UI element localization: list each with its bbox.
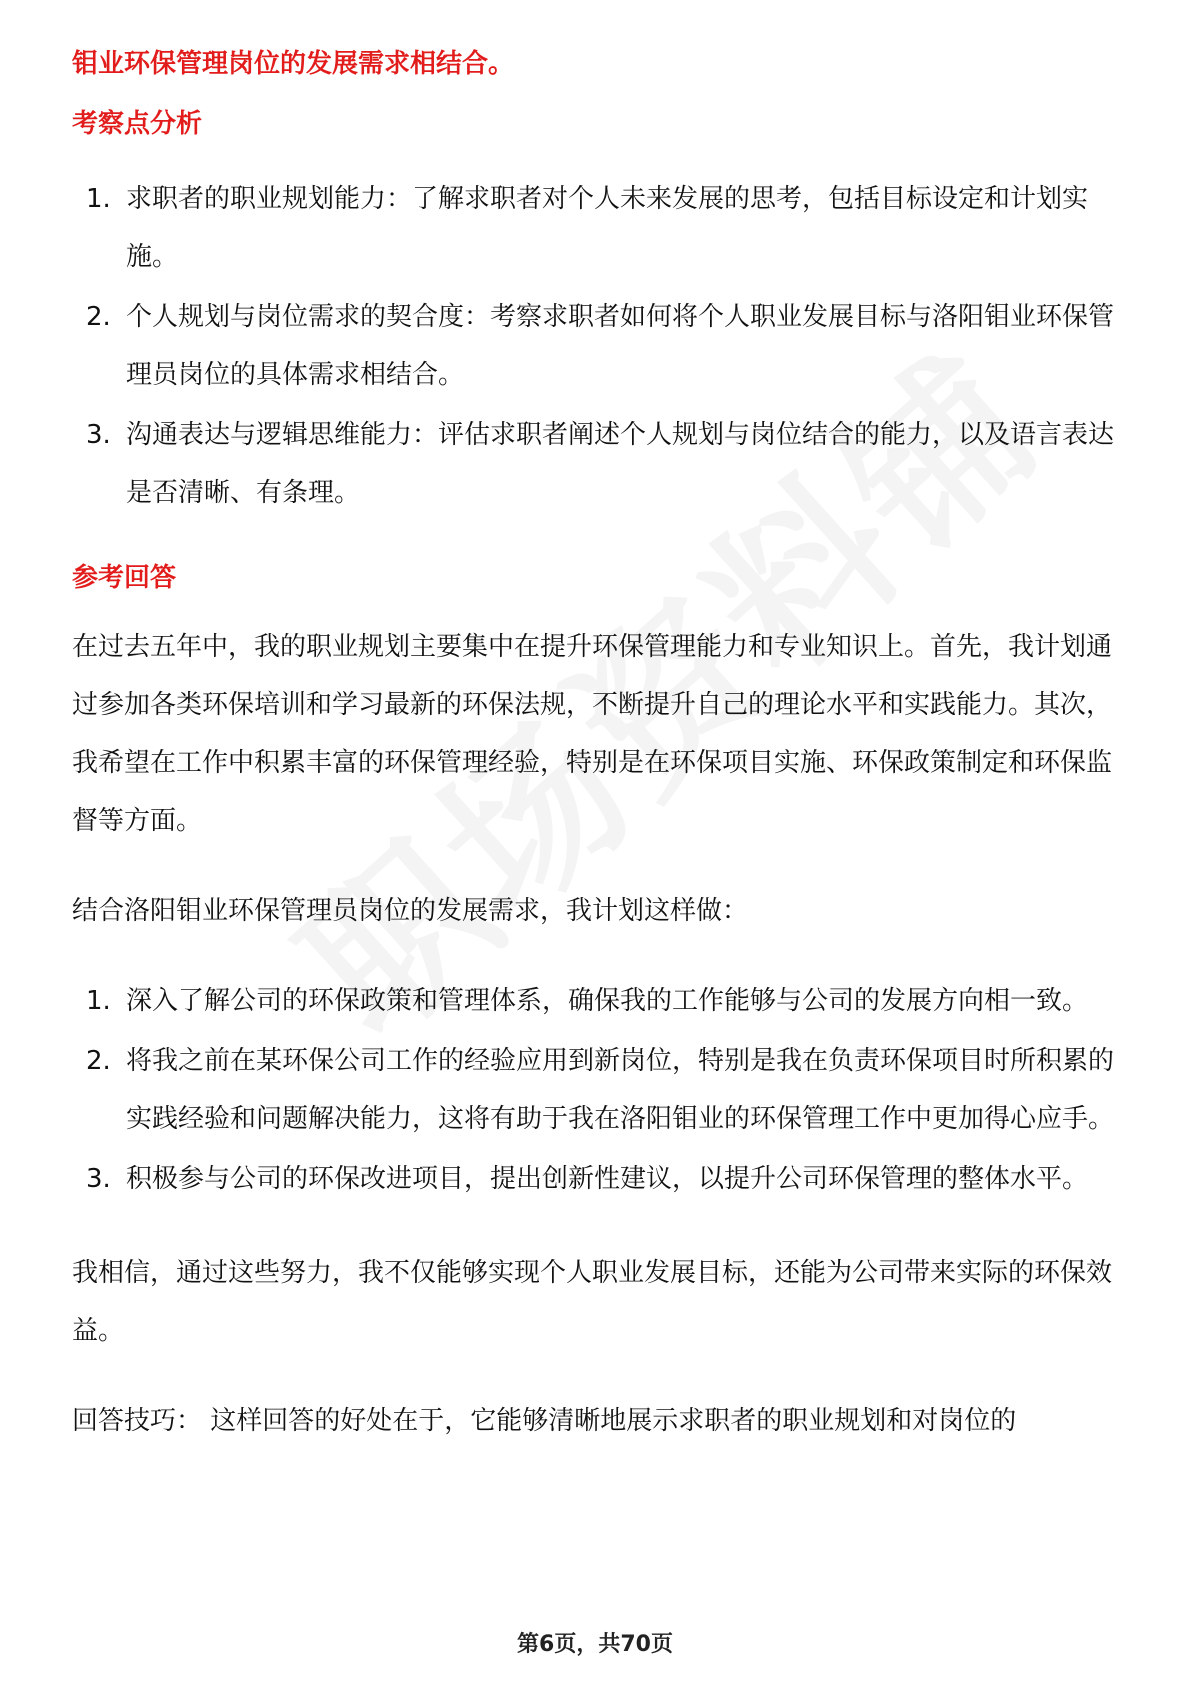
intro-line: 钼业环保管理岗位的发展需求相结合。 [72, 49, 515, 79]
answer-paragraph-3: 我相信，通过这些努力，我不仅能够实现个人职业发展目标，还能为公司带来实际的环保效益。 [72, 1258, 1113, 1346]
list-number: 3. [86, 420, 111, 450]
answer-paragraph-2: 结合洛阳钼业环保管理员岗位的发展需求，我计划这样做： [72, 896, 749, 926]
list-item-text: 将我之前在某环保公司工作的经验应用到新岗位，特别是我在负责环保项目时所积累的实践经验和问题解决能力，这将有助于我在洛阳钼业的环保管理工作中更加得心应手。 [126, 1046, 1115, 1134]
list-item-text: 积极参与公司的环保改进项目，提出创新性建议，以提升公司环保管理的整体水平。 [126, 1164, 1089, 1194]
list-number: 2. [86, 302, 111, 332]
page-content [72, 44, 1122, 1482]
list-item [72, 1150, 1122, 1208]
list-number: 2. [86, 1046, 111, 1076]
section-title-answer: 参考回答 [72, 563, 177, 593]
list-number: 1. [86, 184, 111, 214]
list-number: 3. [86, 1164, 111, 1194]
list-item [72, 288, 1122, 404]
list-item-text: 沟通表达与逻辑思维能力：评估求职者阐述个人规划与岗位结合的能力，以及语言表达是否清晰、有条理。 [126, 420, 1115, 508]
list-item [72, 170, 1122, 286]
page-number-footer: 第6页，共70页 [517, 1632, 673, 1657]
section-title-analysis: 考察点分析 [72, 109, 203, 139]
list-number: 1. [86, 986, 111, 1016]
list-item-text: 深入了解公司的环保政策和管理体系，确保我的工作能够与公司的发展方向相一致。 [126, 986, 1089, 1016]
answer-paragraph-1: 在过去五年中，我的职业规划主要集中在提升环保管理能力和专业知识上。首先，我计划通过参加各类环保培训和学习最新的环保法规，不断提升自己的理论水平和实践能力。其次，我希望在工作中积累丰富的环保管理经验，特别是在环保项目实施、环保政策制定和环保监督等方面。 [72, 632, 1113, 836]
list-item [72, 406, 1122, 522]
list-item [72, 1032, 1122, 1148]
analysis-list [72, 170, 1122, 522]
list-item [72, 972, 1122, 1030]
list-item-text: 个人规划与岗位需求的契合度：考察求职者如何将个人职业发展目标与洛阳钼业环保管理员岗位的具体需求相结合。 [126, 302, 1115, 390]
answer-list [72, 972, 1122, 1208]
list-item-text: 求职者的职业规划能力：了解求职者对个人未来发展的思考，包括目标设定和计划实施。 [126, 184, 1089, 272]
answer-tips-paragraph: 回答技巧： 这样回答的好处在于，它能够清晰地展示求职者的职业规划和对岗位的 [72, 1406, 1017, 1436]
